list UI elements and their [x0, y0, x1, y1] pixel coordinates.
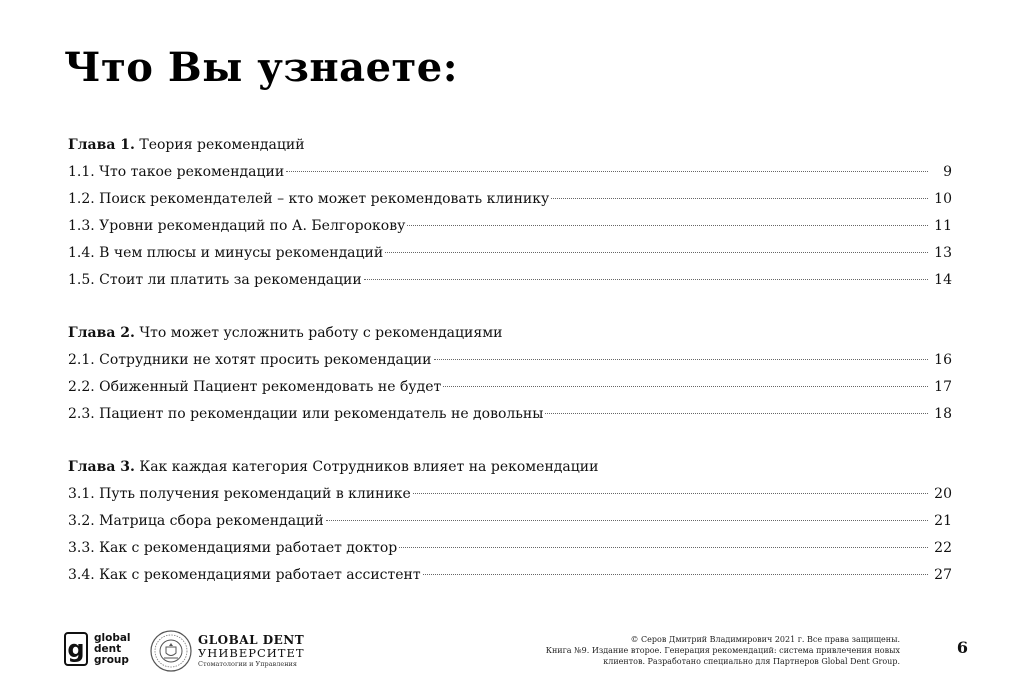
dot-leader — [385, 252, 928, 253]
logo-line: global — [94, 631, 131, 644]
toc-entry-title: 1.3. Уровни рекомендаций по А. Белгорокову — [68, 218, 406, 234]
chapter-heading — [68, 323, 952, 343]
chapter-label: Глава 1. — [68, 137, 135, 153]
university-logo — [150, 630, 305, 672]
toc-entry-page: 13 — [934, 245, 952, 261]
toc-entry-page: 16 — [934, 352, 952, 368]
chapter-label: Глава 2. — [68, 325, 135, 341]
toc-entry[interactable] — [68, 243, 952, 270]
dot-leader — [434, 359, 928, 360]
toc-entry-title: 3.1. Путь получения рекомендаций в клинике — [68, 486, 411, 502]
toc-entry-page: 20 — [934, 486, 952, 502]
chapter-1 — [68, 135, 952, 297]
dot-leader — [364, 279, 928, 280]
dot-leader — [545, 413, 928, 414]
toc-entry[interactable] — [68, 377, 952, 404]
copyright-notice — [480, 634, 900, 667]
toc-entry-page: 14 — [934, 272, 952, 288]
chapter-heading — [68, 457, 952, 477]
toc-entry[interactable] — [68, 538, 952, 565]
toc-entry-page: 9 — [943, 164, 952, 180]
university-subtitle: УНИВЕРСИТЕТ — [198, 646, 305, 660]
dot-leader — [399, 547, 928, 548]
university-seal-icon — [150, 630, 192, 672]
dot-leader — [286, 171, 928, 172]
chapter-title: Как каждая категория Сотрудников влияет на рекомендации — [139, 459, 599, 475]
toc-entry-page: 10 — [934, 191, 952, 207]
toc-entry-title: 3.2. Матрица сбора рекомендаций — [68, 513, 324, 529]
copyright-line: Книга №9. Издание второе. Генерация рекомендаций: система привлечения новых — [545, 646, 900, 655]
toc-entry-page: 21 — [934, 513, 952, 529]
chapter-heading — [68, 135, 952, 155]
university-wordmark — [198, 633, 305, 669]
toc-entry-page: 18 — [934, 406, 952, 422]
toc-entry-title: 2.3. Пациент по рекомендации или рекомендатель не довольны — [68, 406, 544, 422]
toc-entry[interactable] — [68, 216, 952, 243]
toc-entry-title: 3.3. Как с рекомендациями работает доктор — [68, 540, 398, 556]
toc-entry[interactable] — [68, 162, 952, 189]
university-tagline: Стоматологии и Управления — [198, 660, 297, 668]
dot-leader — [551, 198, 928, 199]
dot-leader — [407, 225, 928, 226]
toc-entry-page: 11 — [934, 218, 952, 234]
page-title: Что Вы узнаете: — [64, 44, 459, 91]
table-of-contents — [68, 135, 952, 618]
g-logo-icon: g — [64, 632, 88, 666]
toc-entry[interactable] — [68, 511, 952, 538]
chapter-2 — [68, 323, 952, 431]
copyright-line: © Серов Дмитрий Владимирович 2021 г. Все права защищены. — [630, 635, 900, 644]
dot-leader — [443, 386, 928, 387]
chapter-title: Что может усложнить работу с рекомендациями — [139, 325, 503, 341]
toc-entry[interactable] — [68, 565, 952, 592]
dot-leader — [413, 493, 928, 494]
toc-entry[interactable] — [68, 404, 952, 431]
toc-entry[interactable] — [68, 350, 952, 377]
toc-entry[interactable] — [68, 189, 952, 216]
chapter-title: Теория рекомендаций — [139, 137, 305, 153]
toc-entry-title: 1.2. Поиск рекомендателей – кто может рекомендовать клинику — [68, 191, 550, 207]
global-dent-group-logo — [64, 632, 131, 666]
logo-line: group — [94, 653, 129, 666]
toc-entry[interactable] — [68, 270, 952, 297]
toc-entry-title: 2.2. Обиженный Пациент рекомендовать не будет — [68, 379, 442, 395]
page-number: 6 — [956, 638, 968, 657]
university-name: GLOBAL DENT — [198, 633, 305, 647]
logo-wordmark — [94, 633, 131, 666]
toc-entry-title: 1.4. В чем плюсы и минусы рекомендаций — [68, 245, 384, 261]
toc-entry-title: 1.1. Что такое рекомендации — [68, 164, 285, 180]
logo-line: dent — [94, 642, 122, 655]
dot-leader — [326, 520, 928, 521]
dot-leader — [423, 574, 928, 575]
toc-entry-title: 3.4. Как с рекомендациями работает ассистент — [68, 567, 421, 583]
toc-entry-title: 2.1. Сотрудники не хотят просить рекомендации — [68, 352, 432, 368]
copyright-line: клиентов. Разработано специально для Партнеров Global Dent Group. — [603, 657, 900, 666]
toc-entry-page: 17 — [934, 379, 952, 395]
toc-entry[interactable] — [68, 484, 952, 511]
toc-entry-page: 22 — [934, 540, 952, 556]
chapter-3 — [68, 457, 952, 592]
chapter-label: Глава 3. — [68, 459, 135, 475]
toc-entry-page: 27 — [934, 567, 952, 583]
toc-entry-title: 1.5. Стоит ли платить за рекомендации — [68, 272, 362, 288]
